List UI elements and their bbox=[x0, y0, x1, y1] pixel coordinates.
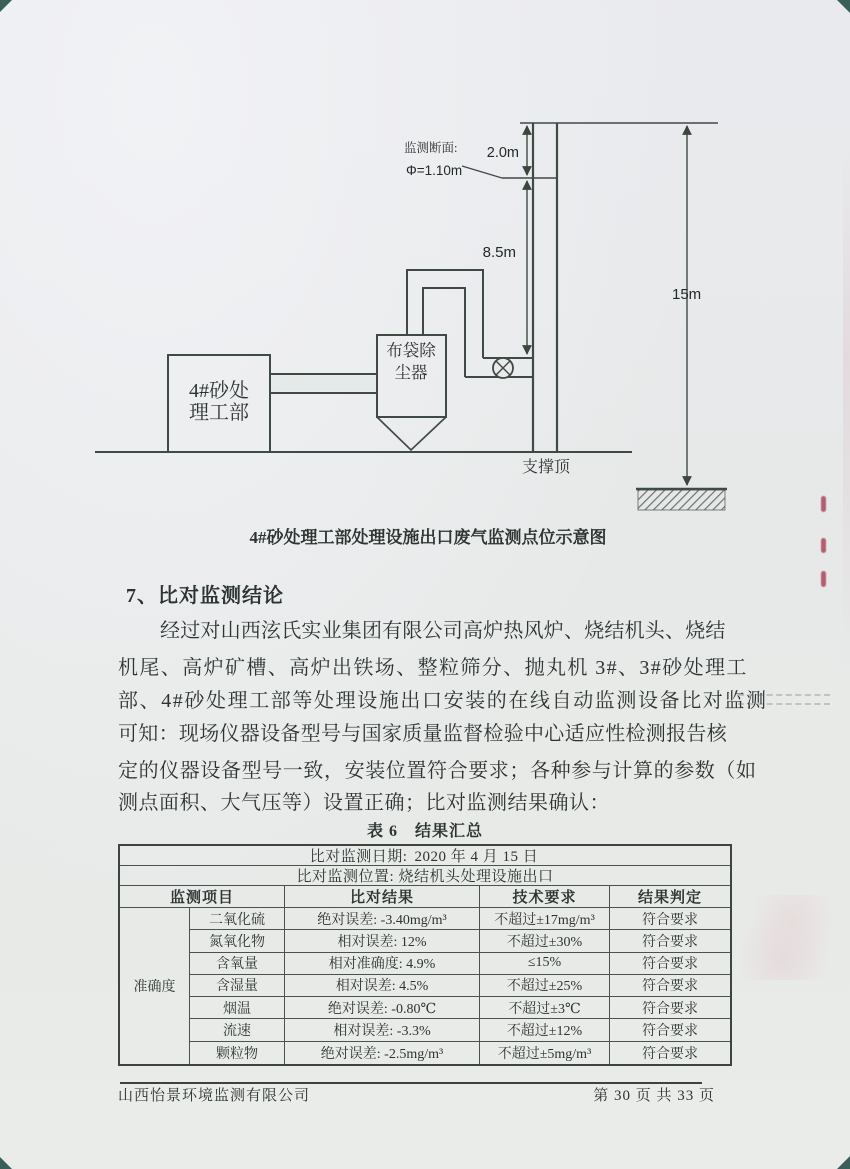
date-value: 2020 年 4 月 15 日 bbox=[412, 846, 540, 866]
date-label: 比对监测日期: bbox=[309, 849, 408, 865]
workshop-label-line1: 4#砂处 bbox=[189, 380, 249, 402]
cell-result: 绝对误差: -3.40mg/m³ bbox=[285, 908, 480, 930]
col-header-result: 比对结果 bbox=[285, 886, 480, 908]
diagram-caption: 4#砂处理工部处理设施出口废气监测点位示意图 bbox=[249, 528, 607, 547]
scan-corner-mark bbox=[0, 1157, 12, 1169]
bag-filter-label-line1: 布袋除 bbox=[386, 341, 436, 360]
table-caption: 表 6 结果汇总 bbox=[366, 823, 483, 840]
cell-item: 流速 bbox=[190, 1019, 285, 1041]
paragraph-line: 经过对山西泫氏实业集团有限公司高炉热风炉、烧结机头、烧结 bbox=[160, 620, 726, 642]
dim-label-2m: 2.0m bbox=[486, 145, 519, 161]
paragraph-line: 可知：现场仪器设备型号与国家质量监督检验中心适应性检测报告核 bbox=[118, 723, 727, 745]
table-row-date bbox=[120, 846, 730, 866]
cell-judgement: 符合要求 bbox=[642, 1046, 698, 1062]
cell-result: 相对准确度: 4.9% bbox=[285, 953, 480, 975]
cell-result: 绝对误差: -2.5mg/m³ bbox=[285, 1042, 480, 1064]
paragraph-line: 定的仪器设备型号一致，安装位置符合要求；各种参与计算的参数（如 bbox=[118, 760, 757, 782]
duct-fill bbox=[271, 376, 376, 392]
cell-item: 氮氧化物 bbox=[190, 930, 285, 952]
cell-judgement: 符合要求 bbox=[610, 975, 730, 997]
paragraph-line: 部、4#砂处理工部等处理设施出口安装的在线自动监测设备比对监测 bbox=[118, 690, 768, 712]
scan-corner-mark bbox=[837, 1156, 850, 1169]
group-label-accuracy: 准确度 bbox=[120, 908, 190, 1064]
results-summary-table bbox=[118, 844, 732, 1066]
scan-corner-mark bbox=[0, 0, 12, 12]
cell-judgement: 符合要求 bbox=[610, 930, 730, 952]
table-row-location bbox=[120, 866, 730, 886]
scan-edge-tint bbox=[843, 150, 850, 670]
bleed-through-mark bbox=[738, 703, 830, 705]
scan-corner-mark bbox=[837, 0, 850, 13]
footer-company: 山西怡景环境监测有限公司 bbox=[118, 1088, 311, 1104]
paragraph-line: 测点面积、大气压等）设置正确；比对监测结果确认： bbox=[118, 792, 610, 814]
cell-requirement: 不超过±5mg/m³ bbox=[480, 1042, 610, 1064]
dim-label-15m: 15m bbox=[672, 286, 702, 303]
workshop-label-line2: 理工部 bbox=[189, 402, 249, 424]
location-value: 比对监测位置: 烧结机头处理设施出口 bbox=[296, 869, 554, 885]
red-ink-mark bbox=[821, 571, 826, 587]
monitoring-point-diagram bbox=[0, 0, 850, 560]
red-ink-mark bbox=[821, 538, 826, 553]
foundation-hatch bbox=[638, 490, 725, 510]
red-ink-mark bbox=[821, 496, 826, 512]
col-header-requirement: 技术要求 bbox=[480, 886, 610, 908]
cell-requirement: 不超过±12% bbox=[480, 1019, 610, 1041]
cell-requirement: 不超过±3℃ bbox=[480, 997, 610, 1019]
cell-item: 含氧量 bbox=[190, 953, 285, 975]
cell-item: 颗粒物 bbox=[190, 1042, 285, 1064]
cell-judgement: 符合要求 bbox=[610, 1019, 730, 1041]
diameter-label: Φ=1.10m bbox=[406, 163, 463, 178]
cell-requirement: 不超过±17mg/m³ bbox=[480, 908, 610, 930]
col-header-item: 监测项目 bbox=[120, 886, 285, 908]
dim-label-8-5m: 8.5m bbox=[482, 244, 516, 261]
cell-result: 相对误差: -3.3% bbox=[285, 1019, 480, 1041]
section-heading: 7、比对监测结论 bbox=[126, 585, 284, 607]
bag-filter-label-line2: 尘器 bbox=[394, 363, 428, 382]
cell-result: 绝对误差: -0.80℃ bbox=[285, 997, 480, 1019]
riser-duct-inner bbox=[423, 288, 465, 377]
bag-filter-hopper bbox=[377, 417, 446, 450]
cell-requirement: 不超过±25% bbox=[480, 975, 610, 997]
cell-requirement: 不超过±30% bbox=[480, 930, 610, 952]
col-header-judgement: 结果判定 bbox=[610, 886, 730, 908]
cell-item: 烟温 bbox=[190, 997, 285, 1019]
cell-result: 相对误差: 4.5% bbox=[285, 975, 480, 997]
paragraph-line: 机尾、高炉矿槽、高炉出铁场、整粒筛分、抛丸机 3#、3#砂处理工 bbox=[118, 657, 748, 679]
cell-judgement: 符合要求 bbox=[610, 908, 730, 930]
cell-item: 含湿量 bbox=[190, 975, 285, 997]
cell-judgement: 符合要求 bbox=[610, 997, 730, 1019]
footer-page-info: 第 30 页 共 33 页 bbox=[593, 1088, 715, 1104]
pink-smudge bbox=[742, 895, 844, 980]
cell-judgement: 符合要求 bbox=[610, 953, 730, 975]
cell-result: 相对误差: 12% bbox=[285, 930, 480, 952]
leader-line bbox=[462, 166, 502, 178]
cell-requirement: ≤15% bbox=[480, 953, 610, 975]
monitor-section-label: 监测断面: bbox=[404, 141, 458, 155]
support-roof-label: 支撑顶 bbox=[521, 459, 571, 476]
cell-item: 二氧化硫 bbox=[190, 908, 285, 930]
footer-rule bbox=[120, 1082, 702, 1084]
bleed-through-mark bbox=[738, 694, 830, 696]
